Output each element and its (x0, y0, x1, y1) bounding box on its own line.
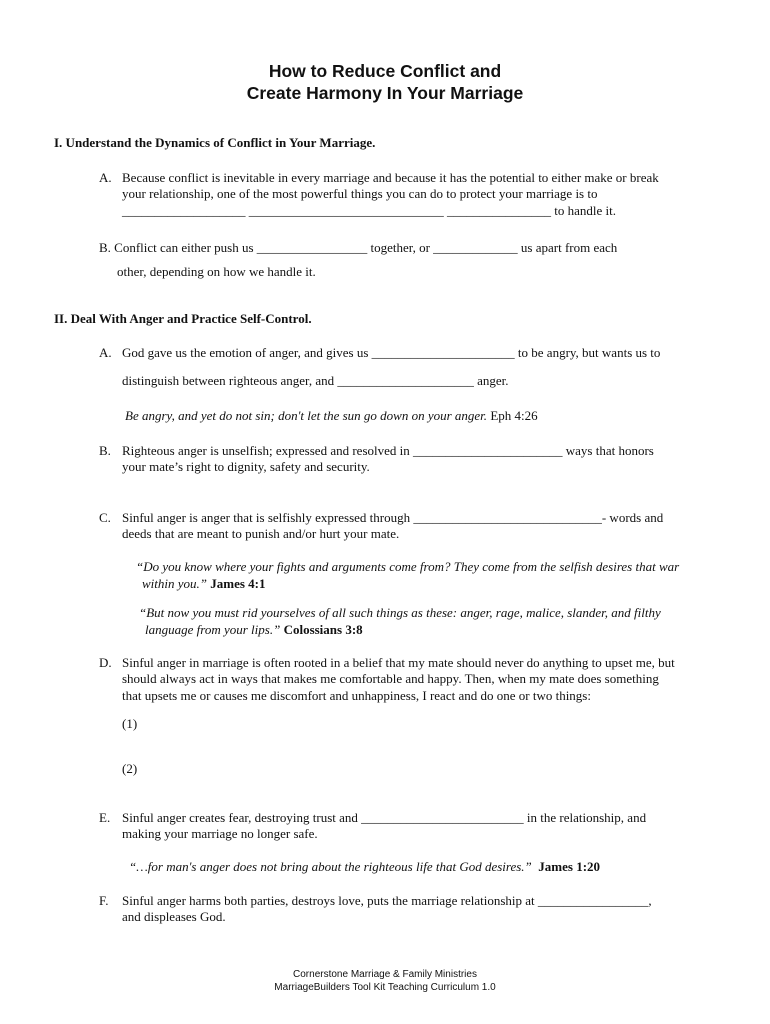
scripture-reference: James 1:20 (538, 859, 601, 874)
page-title-line-2: Create Harmony In Your Marriage (246, 83, 524, 103)
item-f-label: F. (99, 893, 109, 908)
item-c-text: deeds that are meant to punish and/or hurt your mate. (122, 526, 400, 541)
scripture-quote (142, 576, 266, 592)
page-title-line-1: How to Reduce Conflict and (268, 61, 502, 81)
section-1-heading: I. Understand the Dynamics of Conflict in Your Marriage. (54, 135, 376, 150)
item-a-blanks: ___________________ ______________________________ ________________ to handle it. (122, 203, 616, 218)
quote-text: language from your lips.” (145, 622, 281, 637)
item-a-text: God gave us the emotion of anger, and gives us ______________________ to be angry, but wants us to (122, 345, 661, 360)
item-b-label: B. (99, 443, 111, 458)
scripture-quote: “But now you must rid yourselves of all such things as these: anger, rage, malice, slander, and filthy (139, 605, 661, 620)
quote-text: within you.” (142, 576, 208, 591)
scripture-quote: “Do you know where your fights and arguments come from? They come from the selfish desires that war (136, 559, 680, 574)
scripture-reference: Eph 4:26 (490, 408, 538, 423)
item-f-text: and displeases God. (122, 909, 226, 924)
item-e-text: Sinful anger creates fear, destroying trust and _________________________ in the relationship, and (122, 810, 647, 825)
item-b-text: B. Conflict can either push us _________________ together, or _____________ us apart from each (99, 240, 618, 255)
item-d-label: D. (99, 655, 112, 670)
quote-text: Be angry, and yet do not sin; don't let the sun go down on your anger. (125, 408, 488, 423)
scripture-quote (145, 622, 363, 638)
scripture-quote (129, 859, 600, 875)
item-c-label: C. (99, 510, 111, 525)
item-a-label: A. (99, 345, 112, 360)
footer-organization: Cornerstone Marriage & Family Ministries (293, 969, 477, 980)
item-a-text: your relationship, one of the most powerful things you can do to protect your marriage is to (122, 186, 598, 201)
item-c-text: Sinful anger is anger that is selfishly expressed through _____________________________- words and (122, 510, 664, 525)
quote-text: “…for man's anger does not bring about the righteous life that God desires.” (129, 859, 532, 874)
item-b-text: Righteous anger is unselfish; expressed and resolved in _______________________ ways that honors (122, 443, 654, 458)
item-e-label: E. (99, 810, 111, 825)
item-a-text: distinguish between righteous anger, and _____________________ anger. (122, 373, 509, 388)
section-2-heading: II. Deal With Anger and Practice Self-Control. (54, 311, 312, 326)
item-d-sub-1: (1) (122, 716, 138, 731)
item-b-text: your mate’s right to dignity, safety and security. (122, 459, 370, 474)
scripture-quote (125, 408, 538, 424)
item-a-text: Because conflict is inevitable in every marriage and because it has the potential to either make or break (122, 170, 659, 185)
item-f-text: Sinful anger harms both parties, destroys love, puts the marriage relationship at _________________, (122, 893, 652, 908)
item-d-sub-2: (2) (122, 761, 138, 776)
item-a-label: A. (99, 170, 112, 185)
item-d-text: Sinful anger in marriage is often rooted in a belief that my mate should never do anything to upset me, but (122, 655, 675, 670)
scripture-reference: James 4:1 (210, 576, 266, 591)
scripture-reference: Colossians 3:8 (283, 622, 363, 637)
item-d-text: that upsets me or causes me discomfort and unhappiness, I react and do one or two things: (122, 688, 591, 703)
item-e-text: making your marriage no longer safe. (122, 826, 318, 841)
item-b-text: other, depending on how we handle it. (117, 264, 316, 279)
footer-curriculum: MarriageBuilders Tool Kit Teaching Curriculum 1.0 (274, 982, 496, 993)
item-d-text: should always act in ways that makes me comfortable and happy. Then, when my mate does something (122, 671, 659, 686)
